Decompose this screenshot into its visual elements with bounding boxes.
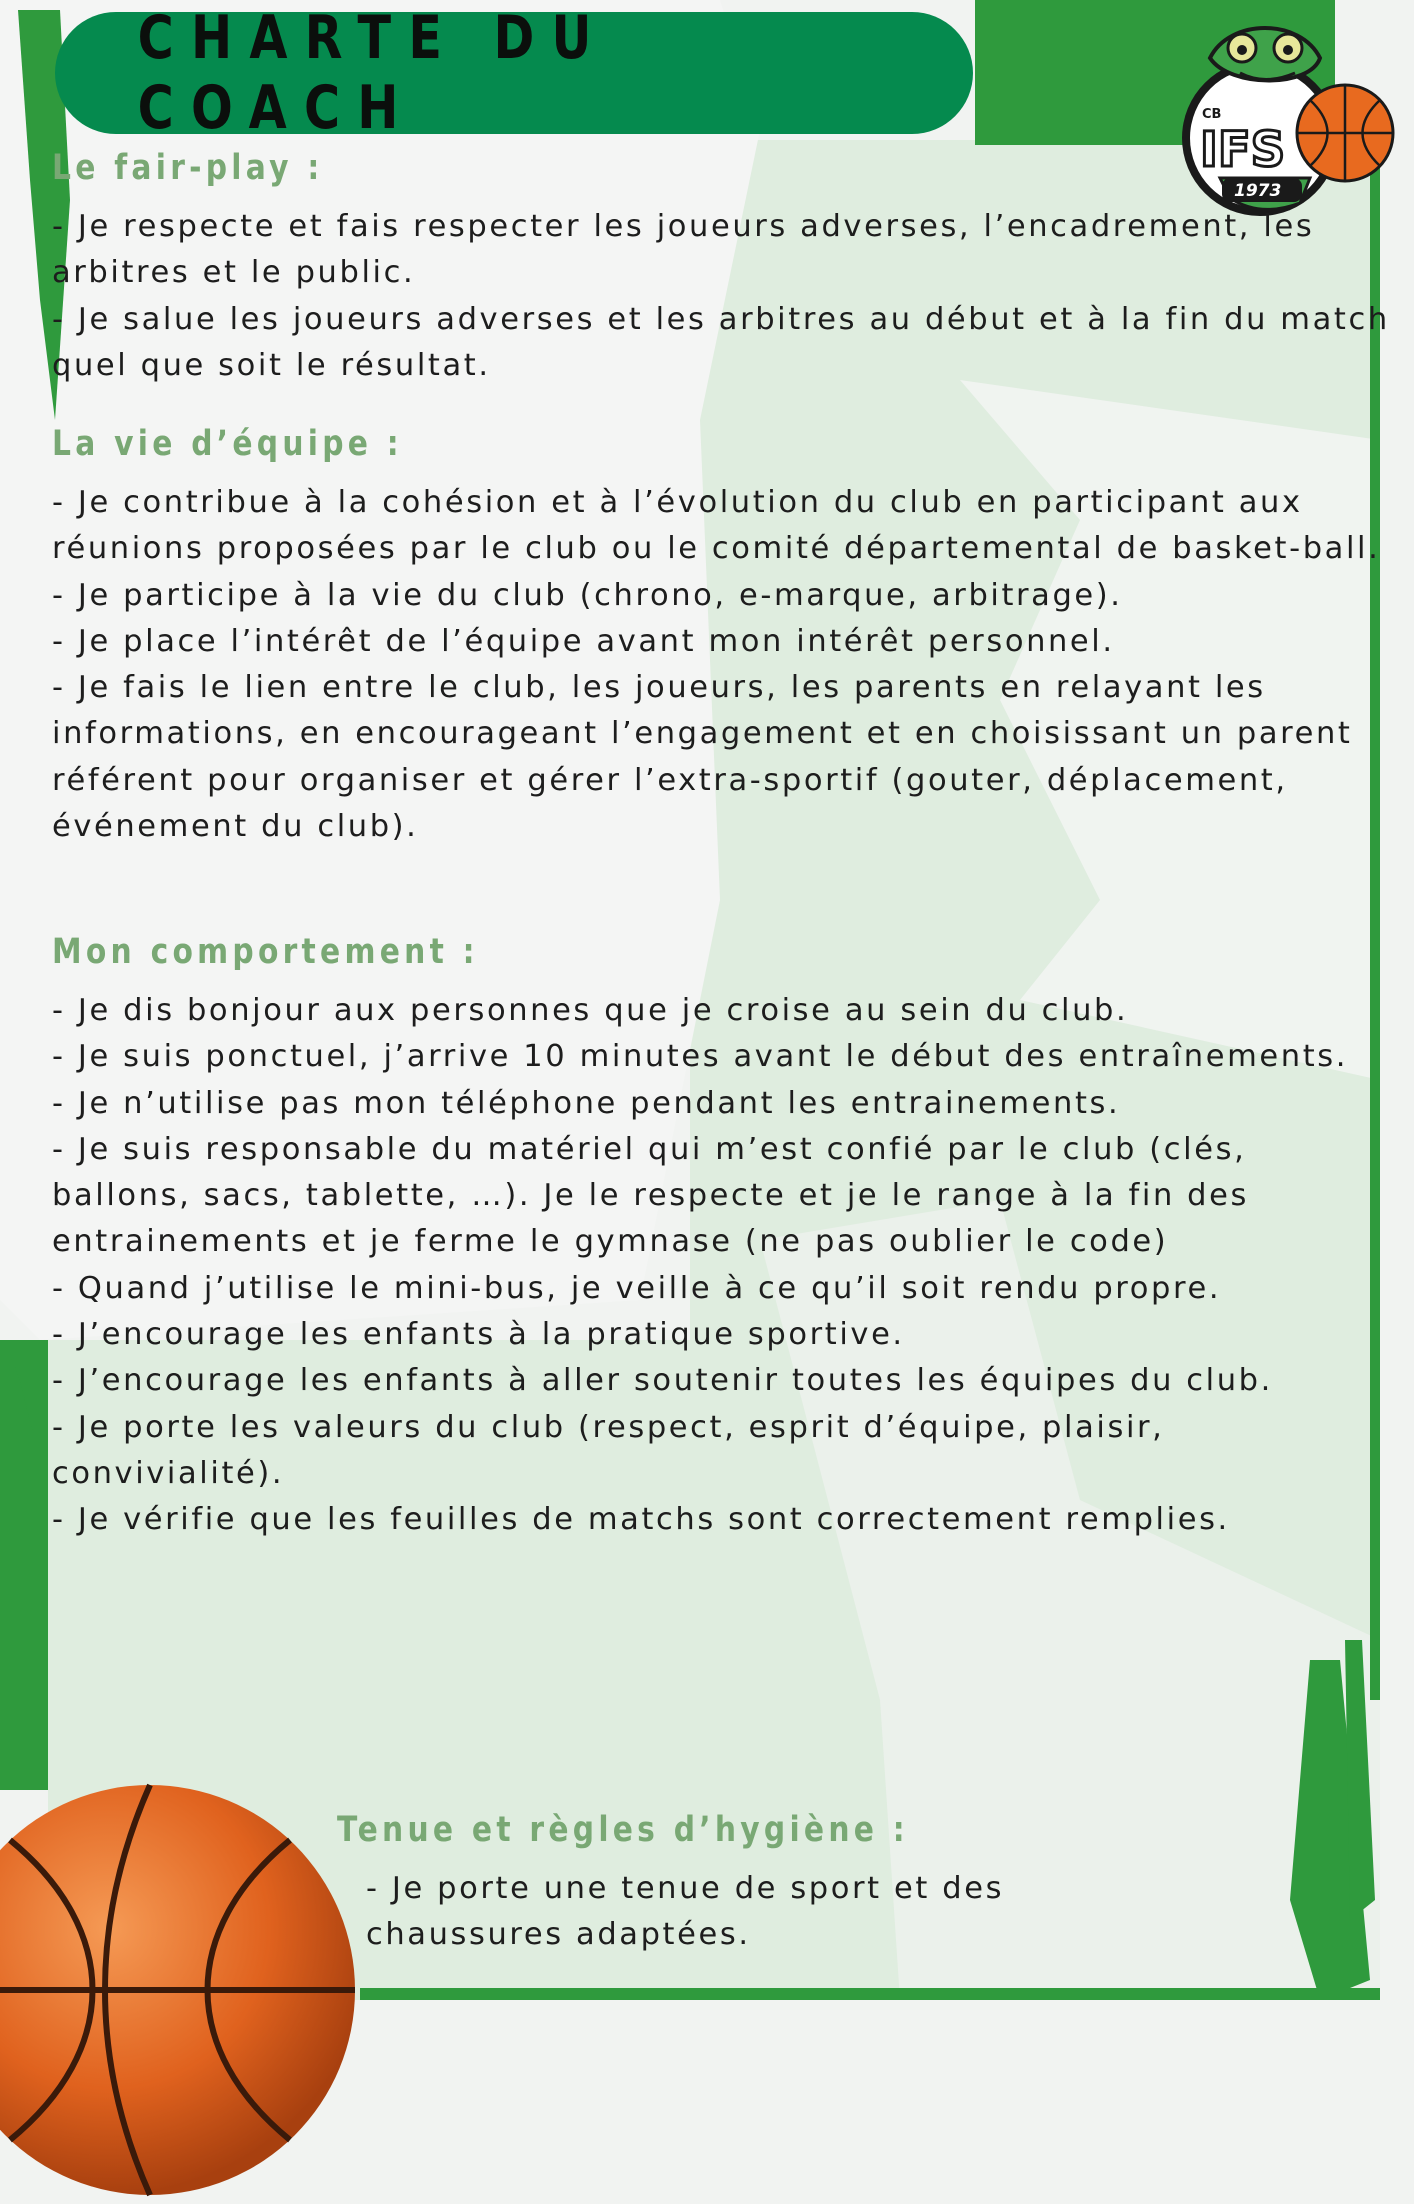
list-item: - Je contribue à la cohésion et à l’évolution du club en participant aux réunions proposées par le club ou le comité départemental de basket-ball.	[52, 485, 1381, 567]
page-title: CHARTE DU COACH	[137, 3, 609, 143]
list-item: - Je participe à la vie du club (chrono, e-marque, arbitrage).	[52, 577, 1123, 613]
list-item: - Je place l’intérêt de l’équipe avant mon intérêt personnel.	[52, 623, 1115, 659]
section-heading-tenue: Tenue et règles d’hygiène :	[337, 1810, 909, 1850]
club-logo	[1170, 18, 1410, 228]
list-item: - Quand j’utilise le mini-bus, je veille à ce qu’il soit rendu propre.	[52, 1270, 1222, 1306]
list-item: - Je respecte et fais respecter les joueurs adverses, l’encadrement, les arbitres et le public.	[52, 209, 1315, 291]
list-item: - Je suis responsable du matériel qui m’est confié par le club (clés, ballons, sacs, tablette, …). Je le respecte et je le range à la fin des entrainements et je ferme le gymnase (ne pas oublier le code)	[52, 1131, 1249, 1260]
list-item: - Je porte une tenue de sport et des chaussures adaptées.	[366, 1871, 1005, 1953]
list-item: - J’encourage les enfants à aller soutenir toutes les équipes du club.	[52, 1363, 1273, 1399]
list-item: - J’encourage les enfants à la pratique sportive.	[52, 1317, 905, 1353]
list-item: - Je dis bonjour aux personnes que je croise au sein du club.	[52, 993, 1129, 1028]
section-heading-comportement: Mon comportement :	[52, 932, 479, 972]
basketball-icon	[0, 1780, 360, 2200]
logo-club-name: IFS	[1200, 122, 1286, 178]
logo-prefix: CB	[1202, 107, 1222, 122]
list-item: - Je salue les joueurs adverses et les arbitres au début et à la fin du match quel que soit le résultat.	[52, 301, 1390, 383]
title-banner	[55, 3, 973, 143]
list-item: - Je porte les valeurs du club (respect, esprit d’équipe, plaisir, convivialité).	[52, 1409, 1165, 1491]
logo-year: 1973	[1234, 181, 1282, 201]
list-item: - Je suis ponctuel, j’arrive 10 minutes avant le début des entraînements.	[52, 1039, 1349, 1075]
section-list-vie-equipe	[52, 480, 1392, 850]
section-list-tenue	[366, 1866, 1186, 1959]
section-heading-vie-equipe: La vie d’équipe :	[52, 424, 403, 464]
section-list-fair-play	[52, 204, 1392, 389]
list-item: - Je vérifie que les feuilles de matchs sont correctement remplies.	[52, 1502, 1230, 1538]
frog-basketball-club-logo-icon	[1170, 18, 1410, 228]
basketball-decoration	[0, 1780, 360, 2200]
section-list-comportement	[52, 988, 1392, 1544]
section-heading-fair-play: Le fair-play :	[52, 148, 324, 188]
list-item: - Je fais le lien entre le club, les joueurs, les parents en relayant les informations, en encourageant l’engagement et en choisissant un parent référent pour organiser et gérer l’extra-sportif (gouter, déplacement, événement du club).	[52, 670, 1353, 845]
list-item: - Je n’utilise pas mon téléphone pendant les entrainements.	[52, 1085, 1121, 1121]
